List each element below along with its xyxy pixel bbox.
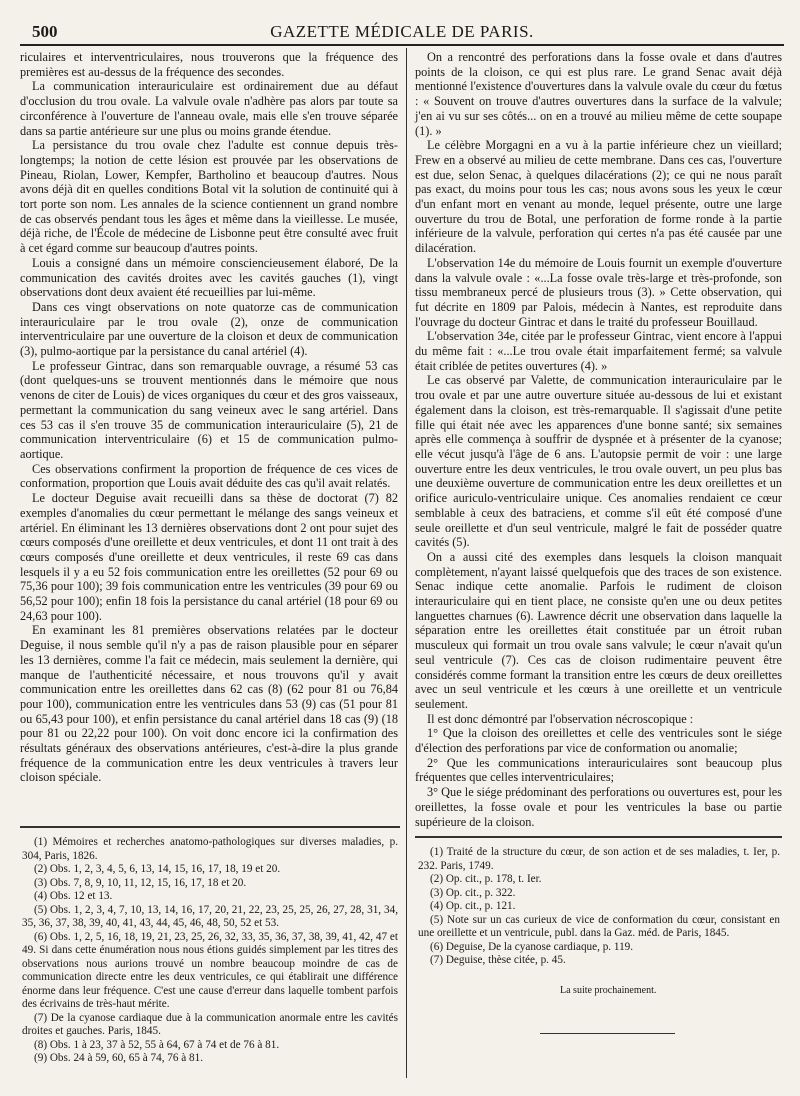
page-header	[20, 22, 784, 46]
footnote: (1) Mémoires et recherches anatomo-pathologiques sur diverses maladies, p. 304, Paris, 1826.	[22, 836, 398, 862]
paragraph: En examinant les 81 premières observations relatées par le docteur Deguise, il nous semble qu'il n'y a pas de raison plausible pour en séparer les 13 dernières, comme l'a fait ce médecin, mais seulement la dernière, qui manque de l'authenticité nécessaire, et nous trouvons qu'il y avait communication entre les oreillettes dans 62 cas (8) (62 pour 81 ou 76,84 pour 100), communication entre les ventricules dans 53 (9) cas (51 pour 81 ou 65,43 pour 100), et enfin persistance du canal artériel dans 18 cas (9) (18 pour 81 ou 22,22 pour 100). On voit donc encore ici la confirmation des résultats généraux des observations antérieures, c'est-à-dire la plus grande fréquence de la communication entre les deux ventricules à travers leur cloison spéciale.	[20, 623, 398, 785]
page-number: 500	[32, 22, 58, 41]
footnote-rule-right	[415, 836, 782, 838]
paragraph: Le célèbre Morgagni en a vu à la partie inférieure chez un vieillard; Frew en a observé au milieu de cette membrane. Dans ces cas, l'ouverture est due, selon Senac, à quelques dilacérations (2); ce qui ne nous paraît pas exact, du moins pour tous les cas; nous avons sous les yeux le cœur d'un enfant mort en venant au monde, lequel présente, outre une large ouverture du trou de Botal, une perforation de forme ronde à la partie inférieure de la valvule, perforation qui certes n'a pas été causée par une dilacération.	[415, 138, 782, 256]
paragraph: Ces observations confirment la proportion de fréquence de ces vices de conformation, proportion que Louis avait déduite des cas qu'il avait relatés.	[20, 461, 398, 491]
footnote: (3) Obs. 7, 8, 9, 10, 11, 12, 15, 16, 17, 18 et 20.	[34, 876, 247, 889]
paragraph: Louis a consigné dans un mémoire consciencieusement élaboré, De la communication des cavités droites avec les cavités gauches (1), vingt observations dont deux avaient été recueillies par lui-même.	[20, 255, 398, 300]
footnote: (7) De la cyanose cardiaque due à la communication anormale entre les cavités droites et gauches. Paris, 1845.	[22, 1011, 398, 1037]
paragraph: On a rencontré des perforations dans la fosse ovale et dans d'autres points de la cloison, ce qui est plus rare. Le grand Senac avait déjà mentionné l'existence d'ouvertures dans la valvule ovale du cœur du fœtus : « Souvent on trouve d'autres ouvertures dans la surface de la valvule; j'en ai vu sur ses côtés... on en a trouvé au milieu même de cette soupape (1). »	[415, 50, 782, 138]
footnote: (5) Note sur un cas curieux de vice de conformation du cœur, consistant en une oreillette et un ventricule, publ. dans la Gaz. méd. de Paris, 1845.	[418, 913, 780, 939]
paragraph: 1° Que la cloison des oreillettes et celle des ventricules sont le siége d'élection des perforations par vice de conformation ou anomalie;	[415, 726, 782, 756]
paragraph: La communication interauriculaire est ordinairement due au défaut d'occlusion du trou ovale. La valvule ovale n'adhère pas alors par toute sa circonférence à l'ouverture de l'anneau ovale, mais elle s'en trouve séparée dans sa partie antérieure sur une plus ou moins grande étendue.	[20, 79, 398, 138]
paragraph: 3° Que le siége prédominant des perforations ou ouvertures est, pour les oreillettes, la fosse ovale et pour les ventricules la base ou partie supérieure de la cloison.	[415, 785, 782, 829]
paragraph: Dans ces vingt observations on note quatorze cas de communication interauriculaire par le trou ovale (2), onze de communication interventriculaire par une ouverture de la cloison et deux de communication (3), pulmo-aortique par la persistance du canal artériel (4).	[20, 299, 398, 359]
end-rule	[540, 1033, 675, 1034]
paragraph: 2° Que les communications interauriculaires sont beaucoup plus fréquentes que celles interventriculaires;	[415, 755, 782, 785]
footnote: (9) Obs. 24 à 59, 60, 65 à 74, 76 à 81.	[34, 1052, 204, 1064]
footnote: (4) Op. cit., p. 121.	[430, 900, 516, 912]
continuation-note: La suite prochainement.	[560, 985, 657, 996]
footnote: (3) Op. cit., p. 322.	[430, 886, 516, 899]
footnotes-left	[22, 836, 398, 1066]
footnote: (2) Obs. 1, 2, 3, 4, 5, 6, 13, 14, 15, 16, 17, 18, 19 et 20.	[34, 863, 281, 875]
footnote-rule-left	[20, 826, 400, 828]
paragraph: On a aussi cité des exemples dans lesquels la cloison manquait complètement, n'ayant laissé quelquefois que des traces de son existence. Senac indique cette anomalie. Parfois le rudiment de cloison interauriculaire qui en tient place, ne consiste qu'en une ou deux petites languettes charnues (6). Lawrence décrit une observation dans laquelle la séparation entre les oreillettes était constituée par un étroit ruban musculeux qui formait un trou ovale sans valvule; le cœur n'avait qu'un seul ventricule (7). Ces cas de cloison rudimentaire peuvent être considérés comme formant la transition entre les cœurs de deux oreillettes avec un seul ventricule et les cœurs à une oreillette et un ventricule seulement.	[415, 549, 782, 711]
paragraph: La persistance du trou ovale chez l'adulte est connue depuis très-longtemps; la notion de cette lésion est prouvée par les observations de Pineau, Riolan, Lower, Kempfer, Bartholino et beaucoup d'autres. Nous avons déjà dit en quelles conditions Botal vit la solution de continuité qui à tort porte son nom. Les annales de la science contiennent un grand nombre de cas observés pendant tous les âges et même dans la vieillesse. Le musée, déjà riche, de l'École de médecine de Lisbonne peut être consulté avec fruit à cet égard comme sur beaucoup d'autres points.	[20, 138, 398, 256]
paragraph: Le docteur Deguise avait recueilli dans sa thèse de doctorat (7) 82 exemples d'anomalies du cœur permettant le mélange des sangs veineux et artériel. En éliminant les 13 dernières observations dont 2 ont pour sujet des cœurs composés d'une oreillette et deux ventricules, et dont 11 ont trait à des cœurs composés d'une oreillette et deux ventricules, il reste 69 cas dans lesquels il y a eu 52 fois communication entre les oreillettes (52 pour 69 ou 75,36 pour 100); 39 fois communication entre les ventricules (39 pour 69 ou 56,52 pour 100); enfin 18 fois la persistance du canal artériel (18 pour 69 ou 24,63 pour 100).	[20, 491, 398, 623]
footnote: (7) Deguise, thèse citée, p. 45.	[430, 954, 566, 966]
footnote: (8) Obs. 1 à 23, 37 à 52, 55 à 64, 67 à 74 et de 76 à 81.	[34, 1038, 280, 1051]
paragraph: L'observation 14e du mémoire de Louis fournit un exemple d'ouverture dans la valvule ovale : «...La fosse ovale très-large et très-profonde, son tissu membraneux percé de plusieurs trous (3). » Cette observation, qui fut décrite en 1809 par Palois, médecin à Nantes, est reproduite dans l'ouvrage du docteur Gintrac et dans le traité du professeur Bouillaud.	[415, 255, 782, 329]
paragraph: Le cas observé par Valette, de communication interauriculaire par le trou ovale et par une autre ouverture située au-dessous de lui et existant également dans la cloison, est très-remarquable. Il s'agissait d'une petite fille qui était née avec les apparences d'une bonne santé; six semaines après elle commença à souffrir de dyspnée et à présenter de la cyanose; elle vécut jusqu'à l'âge de 6 ans. L'autopsie permit de voir : une large ouverture entre les deux ventricules, le trou ovale ouvert, un peu plus bas une deuxième ouverture de communication entre les deux oreillettes et un orifice auriculo-ventriculaire unique. Ces anomalies rendaient ce cœur semblable à ceux des batraciens, et comme s'il eût été composé d'une seule oreillette et d'un seul ventricule, malgré le fait de posséder quatre cavités (5).	[415, 373, 782, 550]
footnotes-right	[418, 846, 780, 968]
footnote: (6) Deguise, De la cyanose cardiaque, p. 119.	[430, 940, 634, 953]
paragraph: Le professeur Gintrac, dans son remarquable ouvrage, a résumé 53 cas (dont quelques-uns se trouvent mentionnés dans le mémoire que nous venons de citer de Louis) de vices organiques du cœur et des gros vaisseaux, permettant la communication du sang veineux avec le sang artériel. Dans ces 53 cas il s'en trouve 35 de communication interauriculaire (5), 21 de communication interventriculaire (6) et 15 de communication pulmo-aortique.	[20, 358, 398, 461]
journal-title: GAZETTE MÉDICALE DE PARIS.	[270, 22, 534, 41]
left-column	[20, 50, 398, 785]
column-divider	[406, 48, 407, 1078]
paragraph: L'observation 34e, citée par le professeur Gintrac, vient encore à l'appui du même fait : «...Le trou ovale était imparfaitement fermé; sa valvule était criblée de petites ouvertures (4). »	[415, 329, 782, 373]
footnote: (5) Obs. 1, 2, 3, 4, 7, 10, 13, 14, 16, 17, 20, 21, 22, 23, 25, 25, 26, 27, 28, 31, 34, 35, 36, 37, 38, 39, 40, 41, 43, 44, 45, 46, 48, 50, 52 et 53.	[22, 903, 398, 929]
footnote: (2) Op. cit., p. 178, t. Ier.	[430, 873, 542, 885]
right-column	[415, 50, 782, 829]
footnote: (4) Obs. 12 et 13.	[34, 890, 113, 902]
paragraph: Il est donc démontré par l'observation nécroscopique :	[427, 711, 694, 726]
paragraph: riculaires et interventriculaires, nous trouverons que la fréquence des premières est au-dessus de la fréquence des secondes.	[20, 50, 398, 79]
footnote: (1) Traité de la structure du cœur, de son action et de ses maladies, t. Ier, p. 232. Paris, 1749.	[418, 846, 780, 872]
footnote: (6) Obs. 1, 2, 5, 16, 18, 19, 21, 23, 25, 26, 32, 33, 35, 36, 37, 38, 39, 41, 42, 47 et 49. Si dans cette énumération nous nous étions guidés simplement par les titres des observations nous aurions trouvé un nombre beaucoup moindre de cas de communication directe entre les deux ventricules, ce qui établirait une différence énorme dans leur fréquence. C'est une cause d'erreur dans laquelle tombent parfois des écrivains de très-haut mérite.	[22, 930, 398, 1010]
